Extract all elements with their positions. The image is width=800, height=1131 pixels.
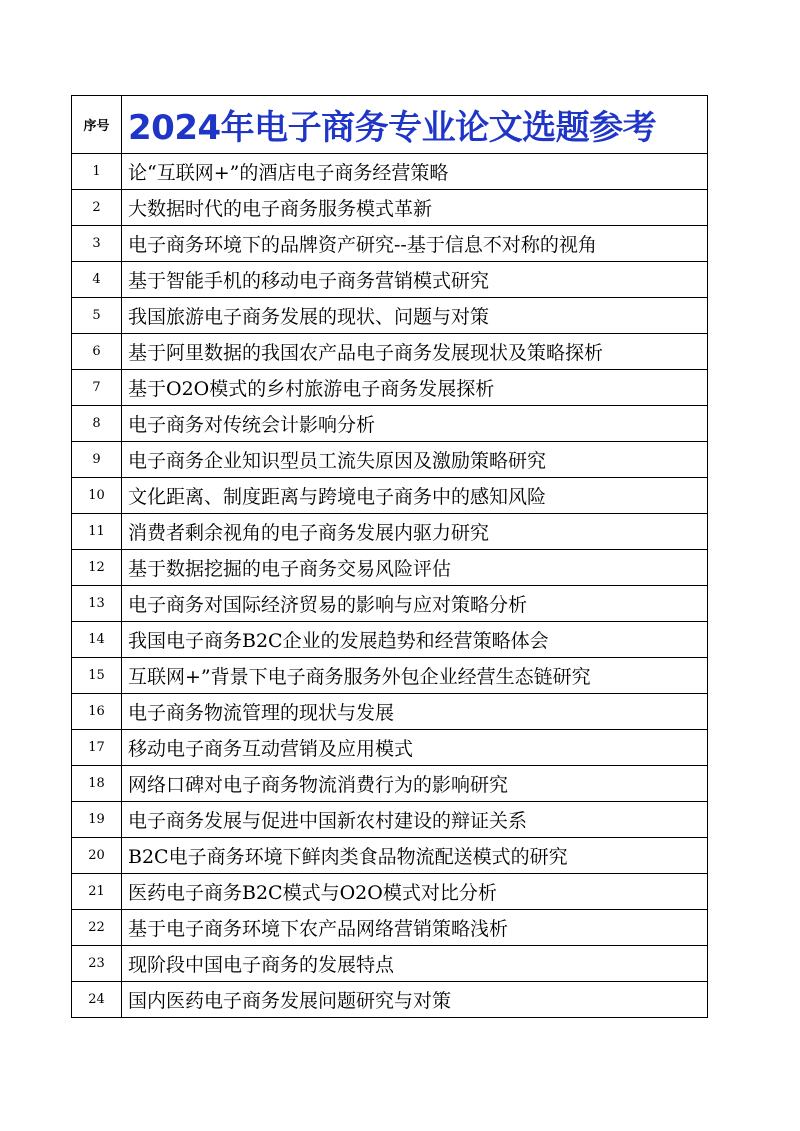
table-row: [72, 658, 708, 694]
table-row: [72, 298, 708, 334]
topic-title: 医药电子商务B2C模式与O2O模式对比分析: [122, 874, 708, 910]
row-number: 24: [72, 982, 122, 1018]
row-number: 13: [72, 586, 122, 622]
row-number: 3: [72, 226, 122, 262]
topic-title: 我国电子商务B2C企业的发展趋势和经营策略体会: [122, 622, 708, 658]
table-row: [72, 478, 708, 514]
topic-title: 电子商务对国际经济贸易的影响与应对策略分析: [122, 586, 708, 622]
row-number: 18: [72, 766, 122, 802]
row-number: 6: [72, 334, 122, 370]
row-number: 16: [72, 694, 122, 730]
row-number: 14: [72, 622, 122, 658]
table-row: [72, 874, 708, 910]
table-row: [72, 154, 708, 190]
table-row: [72, 694, 708, 730]
topic-title: 大数据时代的电子商务服务模式革新: [122, 190, 708, 226]
table-row: [72, 622, 708, 658]
topic-title: B2C电子商务环境下鲜肉类食品物流配送模式的研究: [122, 838, 708, 874]
row-number: 7: [72, 370, 122, 406]
row-number: 15: [72, 658, 122, 694]
table-row: [72, 262, 708, 298]
table-row: [72, 946, 708, 982]
table-row: [72, 982, 708, 1018]
table-row: [72, 190, 708, 226]
row-number: 8: [72, 406, 122, 442]
topic-title: 基于电子商务环境下农产品网络营销策略浅析: [122, 910, 708, 946]
row-number: 22: [72, 910, 122, 946]
table-row: [72, 334, 708, 370]
topic-title: 电子商务物流管理的现状与发展: [122, 694, 708, 730]
row-number: 21: [72, 874, 122, 910]
row-number: 2: [72, 190, 122, 226]
page-title: 2024年电子商务专业论文选题参考: [122, 96, 708, 154]
topic-title: 移动电子商务互动营销及应用模式: [122, 730, 708, 766]
topic-title: 基于智能手机的移动电子商务营销模式研究: [122, 262, 708, 298]
topic-title: 基于阿里数据的我国农产品电子商务发展现状及策略探析: [122, 334, 708, 370]
topic-title: 基于O2O模式的乡村旅游电子商务发展探析: [122, 370, 708, 406]
topic-title: 我国旅游电子商务发展的现状、问题与对策: [122, 298, 708, 334]
topic-title: 电子商务企业知识型员工流失原因及激励策略研究: [122, 442, 708, 478]
row-number: 10: [72, 478, 122, 514]
topic-title: 电子商务环境下的品牌资产研究--基于信息不对称的视角: [122, 226, 708, 262]
row-number: 23: [72, 946, 122, 982]
table-row: [72, 766, 708, 802]
table-row: [72, 550, 708, 586]
header-row: [72, 96, 708, 154]
table-row: [72, 370, 708, 406]
row-number: 12: [72, 550, 122, 586]
topic-title: 互联网+”背景下电子商务服务外包企业经营生态链研究: [122, 658, 708, 694]
row-number: 19: [72, 802, 122, 838]
table-row: [72, 586, 708, 622]
topic-title: 现阶段中国电子商务的发展特点: [122, 946, 708, 982]
row-number: 4: [72, 262, 122, 298]
table-row: [72, 406, 708, 442]
row-number: 5: [72, 298, 122, 334]
table-row: [72, 730, 708, 766]
row-number: 11: [72, 514, 122, 550]
row-number: 17: [72, 730, 122, 766]
topic-title: 文化距离、制度距离与跨境电子商务中的感知风险: [122, 478, 708, 514]
topic-title: 论“互联网+”的酒店电子商务经营策略: [122, 154, 708, 190]
row-number: 20: [72, 838, 122, 874]
topic-title: 国内医药电子商务发展问题研究与对策: [122, 982, 708, 1018]
table-row: [72, 442, 708, 478]
topic-title: 基于数据挖掘的电子商务交易风险评估: [122, 550, 708, 586]
table-row: [72, 226, 708, 262]
topic-table: [71, 95, 708, 1018]
table-row: [72, 838, 708, 874]
topic-title: 网络口碑对电子商务物流消费行为的影响研究: [122, 766, 708, 802]
row-number: 1: [72, 154, 122, 190]
topic-title: 电子商务对传统会计影响分析: [122, 406, 708, 442]
topic-title: 消费者剩余视角的电子商务发展内驱力研究: [122, 514, 708, 550]
serial-number-header: 序号: [72, 96, 122, 154]
table-row: [72, 910, 708, 946]
table-row: [72, 802, 708, 838]
table-row: [72, 514, 708, 550]
topic-list: [72, 154, 708, 1018]
row-number: 9: [72, 442, 122, 478]
topic-title: 电子商务发展与促进中国新农村建设的辩证关系: [122, 802, 708, 838]
